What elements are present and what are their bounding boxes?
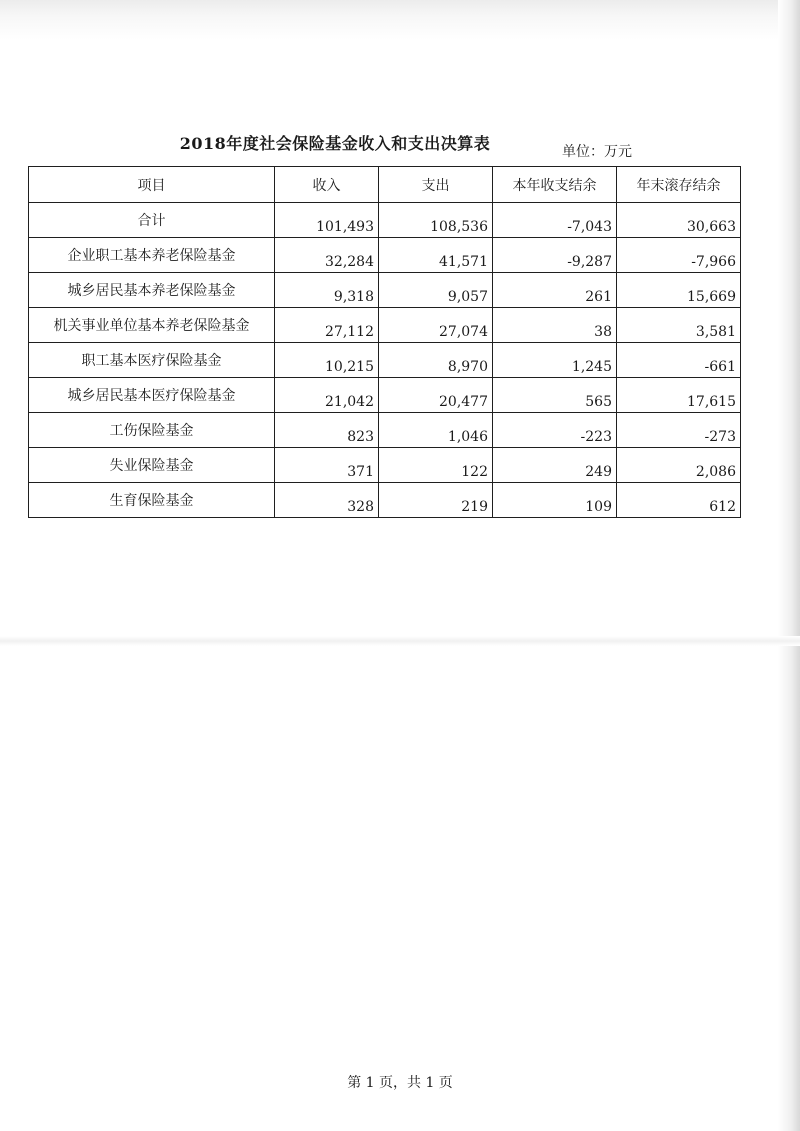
table-row: [29, 203, 741, 238]
row-expense: 219: [379, 483, 493, 518]
row-income: 32,284: [275, 238, 379, 273]
row-expense: 20,477: [379, 378, 493, 413]
row-balance: 261: [493, 273, 617, 308]
row-accumulated: 15,669: [617, 273, 741, 308]
row-name: 机关事业单位基本养老保险基金: [29, 308, 275, 343]
scan-shadow-right: [778, 0, 800, 1131]
row-income: 371: [275, 448, 379, 483]
row-name: 工伤保险基金: [29, 413, 275, 448]
row-balance: 38: [493, 308, 617, 343]
document-title: 2018年度社会保险基金收入和支出决算表: [179, 134, 491, 153]
table-row: [29, 448, 741, 483]
row-accumulated: 2,086: [617, 448, 741, 483]
table-row: [29, 483, 741, 518]
row-balance: 249: [493, 448, 617, 483]
row-balance: 565: [493, 378, 617, 413]
header-item: 项目: [29, 167, 275, 203]
row-income: 9,318: [275, 273, 379, 308]
row-accumulated: -273: [617, 413, 741, 448]
row-accumulated: -661: [617, 343, 741, 378]
header-annual-balance: 本年收支结余: [493, 167, 617, 203]
row-accumulated: -7,966: [617, 238, 741, 273]
row-name: 失业保险基金: [29, 448, 275, 483]
row-name: 合计: [29, 203, 275, 238]
row-balance: -223: [493, 413, 617, 448]
unit-label: 单位：万元: [562, 144, 632, 160]
page-footer: 第 1 页，共 1 页: [347, 1075, 453, 1091]
row-expense: 9,057: [379, 273, 493, 308]
row-accumulated: 3,581: [617, 308, 741, 343]
row-balance: -9,287: [493, 238, 617, 273]
table-row: [29, 273, 741, 308]
row-name: 生育保险基金: [29, 483, 275, 518]
row-name: 城乡居民基本养老保险基金: [29, 273, 275, 308]
row-expense: 8,970: [379, 343, 493, 378]
row-balance: -7,043: [493, 203, 617, 238]
table-row: [29, 343, 741, 378]
row-income: 823: [275, 413, 379, 448]
table-row: [29, 308, 741, 343]
header-income: 收入: [275, 167, 379, 203]
row-accumulated: 17,615: [617, 378, 741, 413]
row-expense: 108,536: [379, 203, 493, 238]
row-balance: 1,245: [493, 343, 617, 378]
fund-budget-table: [28, 166, 741, 518]
row-income: 101,493: [275, 203, 379, 238]
header-accumulated-balance: 年末滚存结余: [617, 167, 741, 203]
header-expense: 支出: [379, 167, 493, 203]
row-income: 10,215: [275, 343, 379, 378]
row-name: 职工基本医疗保险基金: [29, 343, 275, 378]
scan-fold-line: [0, 636, 800, 646]
row-income: 328: [275, 483, 379, 518]
table-header-row: [29, 167, 741, 203]
row-expense: 122: [379, 448, 493, 483]
row-accumulated: 612: [617, 483, 741, 518]
row-balance: 109: [493, 483, 617, 518]
row-name: 城乡居民基本医疗保险基金: [29, 378, 275, 413]
row-name: 企业职工基本养老保险基金: [29, 238, 275, 273]
row-income: 27,112: [275, 308, 379, 343]
row-expense: 41,571: [379, 238, 493, 273]
row-income: 21,042: [275, 378, 379, 413]
table-row: [29, 413, 741, 448]
table-row: [29, 378, 741, 413]
row-accumulated: 30,663: [617, 203, 741, 238]
row-expense: 27,074: [379, 308, 493, 343]
row-expense: 1,046: [379, 413, 493, 448]
scan-shadow-top: [0, 0, 800, 40]
table-row: [29, 238, 741, 273]
